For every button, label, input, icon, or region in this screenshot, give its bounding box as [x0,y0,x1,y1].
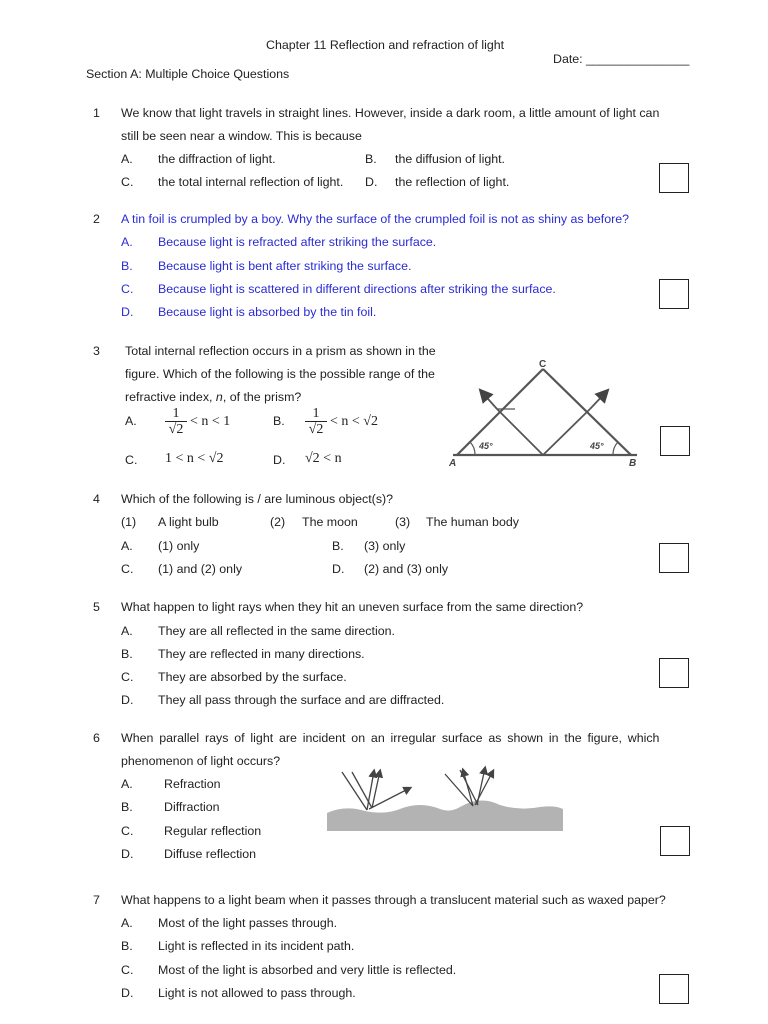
option-letter: B. [332,539,344,553]
option-letter: A. [121,539,133,553]
option-letter: A. [121,624,133,638]
option-text: (1) and (2) only [158,562,243,576]
option-letter: D. [332,562,345,576]
question-text: What happens to a light beam when it passes through a translucent material such as waxed paper? [121,893,666,907]
item-number: (2) [270,515,286,529]
question-number: 4 [93,492,100,506]
vertex-label: C [539,359,547,370]
option-text: < n < 1 [190,414,231,429]
question-text: Total internal reflection occurs in a prism as shown in the [125,344,436,358]
option-text: the total internal reflection of light. [158,175,344,189]
vertex-label: A [449,458,457,469]
item-number: (1) [121,515,137,529]
option-text: Light is not allowed to pass through. [158,986,356,1000]
answer-box[interactable] [660,426,690,456]
option-letter: C. [121,963,134,977]
option-letter: C. [121,175,134,189]
irregular-surface-figure [325,765,567,835]
option-text: Refraction [164,777,221,791]
question-number: 1 [93,106,100,120]
option-text: Regular reflection [164,824,262,838]
option-letter: C. [121,562,134,576]
option-letter: D. [121,693,134,707]
vertex-label: B [629,458,637,469]
option-text: They are all reflected in the same direction. [158,624,395,638]
option-text: They are absorbed by the surface. [158,670,347,684]
question-text: What happen to light rays when they hit an uneven surface from the same direction? [121,600,584,614]
option-text: (3) only [364,539,406,553]
option-letter: A. [121,152,133,166]
option-letter: B. [121,259,133,273]
angle-label: 45° [479,441,493,451]
option-letter: A. [121,777,133,791]
option-letter: C. [121,282,134,296]
option-text: 1 < n < √2 [165,451,224,466]
option-letter: B. [273,414,285,428]
option-letter: B. [121,939,133,953]
answer-box[interactable] [659,163,689,193]
question-number: 2 [93,212,100,226]
question-number: 5 [93,600,100,614]
question-number: 7 [93,893,100,907]
option-letter: D. [365,175,378,189]
question-number: 3 [93,344,100,358]
section-heading: Section A: Multiple Choice Questions [86,67,290,81]
option-letter: D. [121,305,134,319]
option-letter: A. [121,235,133,249]
option-text: Because light is scattered in different directions after striking the surface. [158,282,556,296]
answer-box[interactable] [660,826,690,856]
fraction: 1 √2 [305,406,327,438]
option-letter: D. [121,986,134,1000]
answer-box[interactable] [659,974,689,1004]
date-field[interactable]: Date: _______________ [553,52,690,66]
option-text: They are reflected in many directions. [158,647,365,661]
option-text: Because light is refracted after striking the surface. [158,235,437,249]
page-title: Chapter 11 Reflection and refraction of light [266,38,505,52]
item-text: A light bulb [158,515,219,529]
option-letter: C. [121,670,134,684]
option-text: Most of the light is absorbed and very little is reflected. [158,963,457,977]
option-text: Because light is bent after striking the surface. [158,259,412,273]
option-letter: C. [125,453,138,467]
angle-label: 45° [590,441,604,451]
option-text: Diffraction [164,800,220,814]
item-text: The moon [302,515,358,529]
option-text: the diffusion of light. [395,152,505,166]
question-text: When parallel rays of light are incident on an irregular surface as shown in the figure, which [121,731,660,745]
option-text: the diffraction of light. [158,152,276,166]
question-text: still be seen near a window. This is because [121,129,362,143]
prism-figure [445,355,645,470]
fraction: 1 √2 [165,406,187,438]
question-number: 6 [93,731,100,745]
option-letter: C. [121,824,134,838]
option-text: Most of the light passes through. [158,916,338,930]
answer-box[interactable] [659,279,689,309]
option-letter: A. [121,916,133,930]
question-text: refractive index, n, of the prism? [125,390,302,404]
option-letter: B. [121,647,133,661]
answer-box[interactable] [659,658,689,688]
option-letter: D. [273,453,286,467]
option-text: Because light is absorbed by the tin foil. [158,305,377,319]
option-text: (2) and (3) only [364,562,449,576]
option-text: √2 < n [305,451,342,466]
option-letter: B. [365,152,377,166]
option-text: the reflection of light. [395,175,510,189]
question-text: phenomenon of light occurs? [121,754,281,768]
item-text: The human body [426,515,519,529]
answer-box[interactable] [659,543,689,573]
question-text: figure. Which of the following is the possible range of the [125,367,435,381]
question-text: Which of the following is / are luminous object(s)? [121,492,394,506]
option-letter: A. [125,414,137,428]
option-text: < n < √2 [330,414,378,429]
option-text: They all pass through the surface and are diffracted. [158,693,445,707]
question-text: We know that light travels in straight lines. However, inside a dark room, a little amount of light can [121,106,660,120]
question-text: A tin foil is crumpled by a boy. Why the surface of the crumpled foil is not as shiny as before? [121,212,630,226]
option-text: Diffuse reflection [164,847,257,861]
option-text: (1) only [158,539,200,553]
option-letter: B. [121,800,133,814]
option-text: Light is reflected in its incident path. [158,939,355,953]
item-number: (3) [395,515,411,529]
option-letter: D. [121,847,134,861]
